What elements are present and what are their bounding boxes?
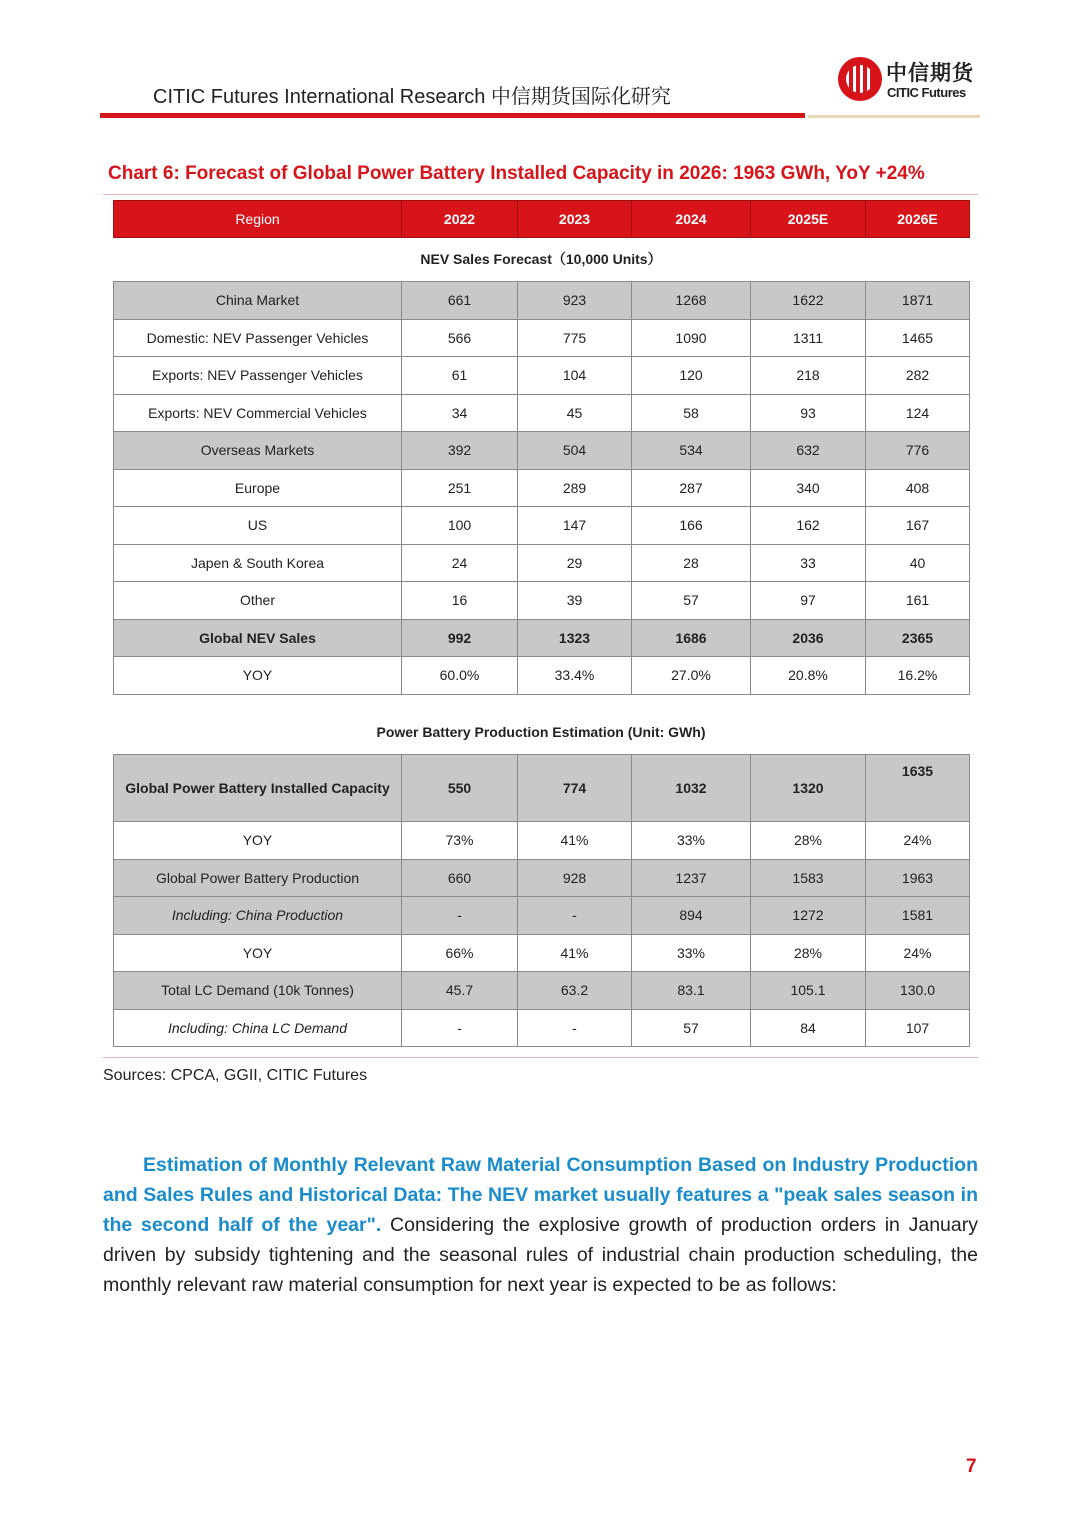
- table-bottom-divider: [103, 1057, 978, 1058]
- row-label: Japen & South Korea: [114, 544, 402, 582]
- row-label: YOY: [114, 934, 402, 972]
- table-cell: 124: [866, 394, 970, 432]
- report-header-title: CITIC Futures International Research 中信期货国际化研究: [153, 86, 671, 108]
- table-cell: 45: [518, 394, 632, 432]
- header-divider-red: [100, 113, 805, 118]
- column-header-row: [114, 201, 970, 238]
- table-cell: 33.4%: [518, 657, 632, 695]
- table-cell: 392: [402, 432, 518, 470]
- table-cell: 550: [402, 755, 518, 822]
- table-cell: 774: [518, 755, 632, 822]
- table-cell: 40: [866, 544, 970, 582]
- table-cell: 39: [518, 582, 632, 620]
- table-cell: 287: [632, 469, 751, 507]
- column-header: 2023: [518, 201, 632, 238]
- table-cell: 27.0%: [632, 657, 751, 695]
- table-cell: 28%: [751, 822, 866, 860]
- column-header: 2026E: [866, 201, 970, 238]
- table-cell: 61: [402, 357, 518, 395]
- table-cell: 73%: [402, 822, 518, 860]
- row-label: Global Power Battery Installed Capacity: [114, 755, 402, 822]
- table-cell: 104: [518, 357, 632, 395]
- table-row: [114, 394, 970, 432]
- table-cell: 661: [402, 282, 518, 320]
- table-row: [114, 319, 970, 357]
- table-cell: 534: [632, 432, 751, 470]
- table-cell: 282: [866, 357, 970, 395]
- table-cell: 63.2: [518, 972, 632, 1010]
- table-cell: 1583: [751, 859, 866, 897]
- row-label: YOY: [114, 657, 402, 695]
- table-row: [114, 432, 970, 470]
- table-cell: 24: [402, 544, 518, 582]
- table-cell: 660: [402, 859, 518, 897]
- table-cell: 775: [518, 319, 632, 357]
- table-row: [114, 822, 970, 860]
- table-cell: 251: [402, 469, 518, 507]
- row-label: Global Power Battery Production: [114, 859, 402, 897]
- table-cell: 632: [751, 432, 866, 470]
- table-cell: 1090: [632, 319, 751, 357]
- table-cell: 1686: [632, 619, 751, 657]
- table-cell: 1635: [866, 755, 970, 822]
- row-label: Including: China Production: [114, 897, 402, 935]
- table-cell: 34: [402, 394, 518, 432]
- table-cell: 992: [402, 619, 518, 657]
- column-header: 2022: [402, 201, 518, 238]
- table-cell: 130.0: [866, 972, 970, 1010]
- table-cell: 1323: [518, 619, 632, 657]
- table-cell: 57: [632, 1009, 751, 1047]
- table-cell: 340: [751, 469, 866, 507]
- table-cell: 928: [518, 859, 632, 897]
- table-cell: 1622: [751, 282, 866, 320]
- row-label: Other: [114, 582, 402, 620]
- table-cell: 2036: [751, 619, 866, 657]
- table-cell: -: [402, 897, 518, 935]
- table-cell: 161: [866, 582, 970, 620]
- table-cell: 33%: [632, 822, 751, 860]
- table-cell: 105.1: [751, 972, 866, 1010]
- table-cell: 1268: [632, 282, 751, 320]
- table-row: [114, 934, 970, 972]
- table-row: [114, 657, 970, 695]
- column-header: 2025E: [751, 201, 866, 238]
- table-row: [114, 507, 970, 545]
- table-cell: 29: [518, 544, 632, 582]
- table-cell: 923: [518, 282, 632, 320]
- table-cell: 218: [751, 357, 866, 395]
- row-label: Domestic: NEV Passenger Vehicles: [114, 319, 402, 357]
- table-row: [114, 357, 970, 395]
- row-label: Europe: [114, 469, 402, 507]
- table-row: [114, 897, 970, 935]
- table-cell: 41%: [518, 934, 632, 972]
- table-row: [114, 972, 970, 1010]
- table-cell: 33: [751, 544, 866, 582]
- table-cell: 24%: [866, 934, 970, 972]
- table-cell: 60.0%: [402, 657, 518, 695]
- table-cell: 289: [518, 469, 632, 507]
- table-cell: 1871: [866, 282, 970, 320]
- column-header: Region: [114, 201, 402, 238]
- header-divider-gold: [808, 115, 980, 118]
- row-label: Exports: NEV Passenger Vehicles: [114, 357, 402, 395]
- row-label: Overseas Markets: [114, 432, 402, 470]
- logo-chinese-text: 中信期货: [886, 60, 974, 85]
- chart-title: Chart 6: Forecast of Global Power Battery Installed Capacity in 2026: 1963 GWh, YoY +24%: [108, 163, 925, 184]
- table-cell: 28: [632, 544, 751, 582]
- table-cell: 894: [632, 897, 751, 935]
- logo-english-text: CITIC Futures: [887, 85, 966, 100]
- table-cell: 100: [402, 507, 518, 545]
- section-title-battery: Power Battery Production Estimation (Unit: GWh): [376, 724, 706, 740]
- table-cell: 1963: [866, 859, 970, 897]
- table-row: [114, 544, 970, 582]
- paragraph-highlight: Estimation of Monthly Relevant Raw Material Consumption Based on Industry Production and Sales Rules and Historical Data: The NEV market usually features a "peak sales season in the second half of the year".: [103, 1153, 978, 1236]
- table-cell: 20.8%: [751, 657, 866, 695]
- table-cell: 107: [866, 1009, 970, 1047]
- row-label: US: [114, 507, 402, 545]
- table-cell: 33%: [632, 934, 751, 972]
- table-cell: 83.1: [632, 972, 751, 1010]
- table-cell: 162: [751, 507, 866, 545]
- table-row: [114, 282, 970, 320]
- table-cell: 58: [632, 394, 751, 432]
- table-cell: -: [402, 1009, 518, 1047]
- table-row: [114, 582, 970, 620]
- table-cell: 566: [402, 319, 518, 357]
- row-label: Exports: NEV Commercial Vehicles: [114, 394, 402, 432]
- table-row: [114, 619, 970, 657]
- table-cell: 2365: [866, 619, 970, 657]
- row-label: Total LC Demand (10k Tonnes): [114, 972, 402, 1010]
- table-cell: 120: [632, 357, 751, 395]
- row-label: China Market: [114, 282, 402, 320]
- table-cell: 1320: [751, 755, 866, 822]
- table-cell: 776: [866, 432, 970, 470]
- body-paragraph: [103, 1150, 978, 1300]
- table-cell: 66%: [402, 934, 518, 972]
- citic-futures-logo: [838, 57, 983, 103]
- table-cell: 1311: [751, 319, 866, 357]
- table-row: [114, 859, 970, 897]
- page-number: 7: [966, 1456, 977, 1477]
- sources-note: Sources: CPCA, GGII, CITIC Futures: [103, 1067, 368, 1084]
- table-row: [114, 755, 970, 822]
- row-label: Global NEV Sales: [114, 619, 402, 657]
- table-cell: 166: [632, 507, 751, 545]
- table-cell: 408: [866, 469, 970, 507]
- table-cell: 97: [751, 582, 866, 620]
- row-label: Including: China LC Demand: [114, 1009, 402, 1047]
- table-cell: 93: [751, 394, 866, 432]
- table-row: [114, 1009, 970, 1047]
- table-cell: 16: [402, 582, 518, 620]
- citic-logo-icon: [838, 57, 882, 101]
- table-cell: 147: [518, 507, 632, 545]
- section-title-nev-sales: NEV Sales Forecast（10,000 Units）: [420, 251, 662, 267]
- table-cell: 45.7: [402, 972, 518, 1010]
- paragraph-body: Considering the explosive growth of production orders in January driven by subsidy tightening and the seasonal rules of industrial chain production scheduling, the monthly relevant raw material consumption for next year is expected to be as follows:: [103, 1213, 978, 1296]
- table-cell: 1272: [751, 897, 866, 935]
- battery-production-table: [113, 754, 970, 1047]
- table-cell: 167: [866, 507, 970, 545]
- table-cell: 1581: [866, 897, 970, 935]
- nev-sales-table: [113, 281, 970, 695]
- table-cell: 41%: [518, 822, 632, 860]
- table-cell: 504: [518, 432, 632, 470]
- table-cell: 16.2%: [866, 657, 970, 695]
- row-label: YOY: [114, 822, 402, 860]
- table-cell: 1237: [632, 859, 751, 897]
- table-cell: 1465: [866, 319, 970, 357]
- table-cell: 28%: [751, 934, 866, 972]
- table-cell: 57: [632, 582, 751, 620]
- table-header: [113, 200, 970, 238]
- column-header: 2024: [632, 201, 751, 238]
- table-row: [114, 469, 970, 507]
- title-divider: [103, 194, 978, 195]
- table-cell: 24%: [866, 822, 970, 860]
- table-cell: -: [518, 897, 632, 935]
- table-cell: 84: [751, 1009, 866, 1047]
- table-cell: 1032: [632, 755, 751, 822]
- table-cell: -: [518, 1009, 632, 1047]
